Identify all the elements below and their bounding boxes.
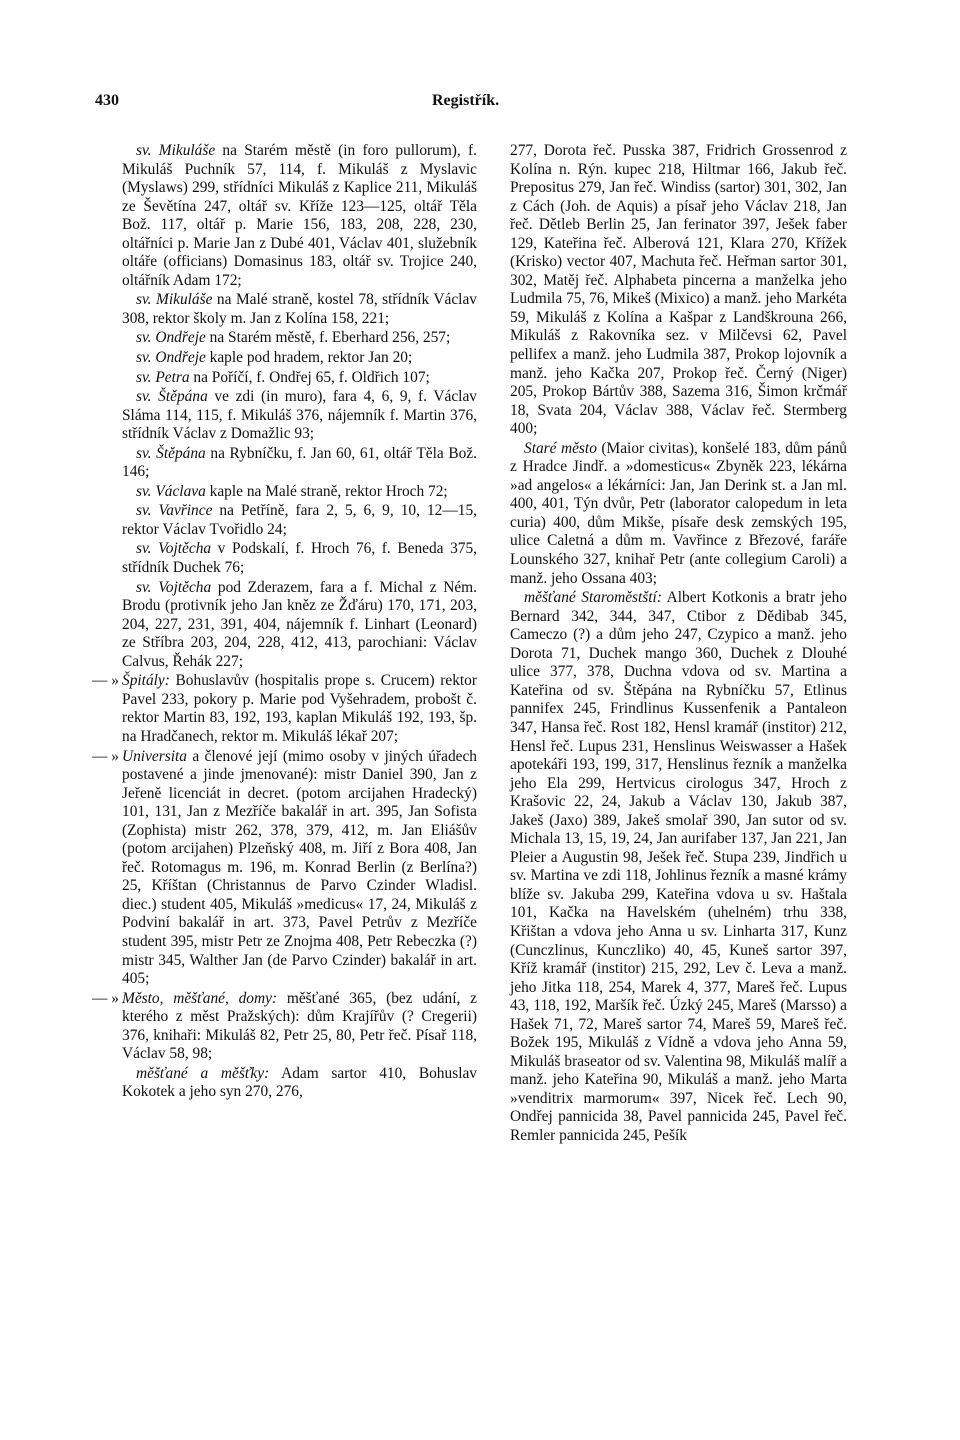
register-entry bbox=[92, 989, 477, 1064]
register-entry bbox=[122, 142, 477, 290]
running-head: Registřík. bbox=[432, 92, 500, 109]
register-entry bbox=[122, 1065, 477, 1102]
entry-term: sv. Ondřeje bbox=[136, 329, 206, 347]
entry-text: měšťané 365, (bez udání, z kterého z měst Pražských): dům Krajířův (? Cregerii) 376, knihaři: Mikuláš 82, Petr 25, 80, Petr řeč. Písař 118, Václav 58, 98; bbox=[122, 989, 477, 1063]
entry-text: na Petříně, fara 2, 5, 6, 9, 10, 12—15, rektor Václav Tvořidlo 24; bbox=[122, 502, 477, 538]
entry-term: sv. Štěpána bbox=[136, 388, 208, 406]
entry-text: na Rybníčku, f. Jan 60, 61, oltář Těla Bož. 146; bbox=[122, 444, 477, 481]
entry-text: na Poříčí, f. Ondřej 65, f. Oldřich 107; bbox=[189, 368, 430, 386]
entry-text: na Starém městě, f. Eberhard 256, 257; bbox=[205, 329, 451, 347]
entry-text: a členové její (mimo osoby v jiných úřadech postavené a jinde jmenované): mistr Daniel 390, Jan z Jeřeně licenciát in decret. (potom arcijahen Hradecký) 101, 131, Jan z Mezříče bakalář in art. 395, Jan Sofista (Zophista) mistr 262, 378, 379, 412, m. Jan Eliášův (potom arcijahen) Plzeňský 408, m. Jiří z Bora 408, Jan řeč. Rotomagus m. 196, m. Konrad Berlin (z Berlína?) 25, Kříštan (Christannus de Parvo Czinder Wladisl. diec.) student 405, Mikuláš »medicus« 17, 24, Mikuláš z Podviní bakalář in art. 373, Pavel Petrův z Mezříče student 395, mistr Petr ze Znojma 408, Petr Rebeczka (?) mistr 345, Walther Jan (de Parvo Czinder) bakalář in art. 405; bbox=[122, 747, 477, 988]
entry-term: sv. Vavřince bbox=[136, 502, 213, 520]
entry-text: na Malé straně, kostel 78, střídník Václav 308, rektor školy m. Jan z Kolína 158, 221; bbox=[122, 291, 477, 327]
entry-term: sv. Václava bbox=[136, 482, 206, 500]
entry-term: Staré město bbox=[524, 439, 597, 457]
entry-term: měšťané Staroměstští: bbox=[524, 589, 662, 607]
entry-term: sv. Štěpána bbox=[136, 444, 206, 462]
register-entry bbox=[510, 142, 847, 439]
entry-term: sv. Mikuláše bbox=[136, 291, 213, 309]
entry-text: na Starém městě (in foro pullorum), f. Mikuláš Puchník 57, 114, f. Mikuláš z Myslavic (Myslaws) 299, střídníci Mikuláš z Kaplice 211, Mikuláš ze Ševětína 247, oltář sv. Kříže 123—125, oltář Těla Bož. 117, oltář p. Marie 156, 183, 208, 228, 230, oltářníci p. Marie Jan z Dubé 401, Václav 401, služebník oltáře (officians) Domasinus 183, oltář sv. Trojice 240, oltářník Adam 172; bbox=[122, 142, 477, 289]
register-entry bbox=[92, 747, 477, 989]
entry-term: sv. Ondřeje bbox=[136, 349, 206, 367]
register-entry bbox=[122, 483, 477, 502]
entry-text: v Podskalí, f. Hroch 76, f. Beneda 375, střídník Duchek 76; bbox=[122, 540, 477, 577]
register-entry bbox=[510, 589, 847, 1145]
entry-term: měšťané a měšťky: bbox=[136, 1064, 270, 1082]
entry-term: sv. Vojtěcha bbox=[136, 540, 212, 558]
register-entry bbox=[122, 540, 477, 577]
entry-text: Bohuslavův (hospitalis prope s. Crucem) rektor Pavel 233, pokory p. Marie pod Vyšehradem, probošt č. rektor Martin 83, 192, 193, kaplan Mikuláš 192, 193, šp. na Hradčanech, rektor m. Mikuláš lékař 207; bbox=[122, 672, 477, 745]
entry-term: sv. Mikuláše bbox=[136, 142, 216, 159]
page-number: 430 bbox=[95, 92, 119, 109]
register-entry bbox=[122, 502, 477, 539]
entry-dash: — » bbox=[92, 672, 119, 690]
entry-text: pod Zderazem, fara a f. Michal z Ném. Brodu (protivník jeho Jan kněz ze Žďáru) 170, 171, 203, 204, 227, 231, 391, 404, nájemník f. Linhart (Leonard) ze Stříbra 203, 204, 228, 412, 413, parochiani: Václav Calvus, Řehák 227; bbox=[122, 578, 477, 670]
entry-term: Universita bbox=[122, 747, 187, 765]
left-column bbox=[92, 142, 477, 1103]
entry-text: 277, Dorota řeč. Pusska 387, Fridrich Grossenrod z Kolína n. Rýn. kupec 218, Hiltmar 166, Jakub řeč. Prepositus 279, Jan řeč. Windiss (sartor) 301, 302, Jan z Cách (Joh. de Aquis) a písař jeho Václav 218, Jan řeč. Dětleb Berlin 25, Jan ferinator 397, Ješek faber 129, Kateřina řeč. Alberová 121, Klara 270, Křížek (Krisko) vector 407, Machuta řeč. Heřman sartor 301, 302, Matěj řeč. Alphabeta pincerna a manželka jeho Ludmila 75, 76, Mikeš (Mixico) a manž. jeho Markéta 59, Mikuláš z Kolína a Kašpar z Landškrouna 266, Mikuláš z Rakovníka sez. v Milčevsi 62, Pavel pellifex a manž. jeho Ludmila 387, Prokop lojovník a manž. jeho Kačka 207, Prokop řeč. Černý (Niger) 205, Prokop Bártův 388, Sazema 316, Šimon krčmář 18, Svata 204, Václav 388, Václav řeč. Stermberg 400; bbox=[510, 142, 847, 438]
register-entry bbox=[510, 440, 847, 588]
register-entry bbox=[122, 291, 477, 328]
entry-term: sv. Vojtěcha bbox=[136, 578, 212, 596]
register-entry bbox=[122, 579, 477, 672]
register-entry bbox=[122, 445, 477, 482]
right-column bbox=[510, 142, 847, 1147]
entry-dash: — » bbox=[92, 747, 119, 765]
entry-term: Město, měšťané, domy: bbox=[122, 989, 278, 1007]
entry-dash: — » bbox=[92, 989, 119, 1007]
register-entry bbox=[122, 349, 477, 368]
register-entry bbox=[122, 369, 477, 388]
entry-text: (Maior civitas), konšelé 183, dům pánů z Hradce Jindř. a »domesticus« Zbyněk 223, lékárna »ad angelos« a lékárníci: Jan, Jan Derink st. a Jan ml. 400, 401, Týn dvůr, Petr (laborator calopedum in leta curia) 400, dům Mikše, písaře desk zemských 195, ulice Caletná a dům m. Vavřince z Březové, faráře Lounského 327, knihař Petr (ante collegium Caroli) a manž. jeho Ossana 403; bbox=[510, 439, 848, 587]
entry-term: Špitály: bbox=[122, 672, 170, 690]
register-entry bbox=[122, 388, 477, 444]
entry-term: sv. Petra bbox=[136, 368, 190, 386]
entry-text: ve zdi (in muro), fara 4, 6, 9, f. Václav Sláma 114, 115, f. Mikuláš 376, nájemník f. Martin 376, střídník Václav z Domažlic 93; bbox=[122, 388, 477, 443]
register-entry bbox=[122, 329, 477, 348]
entry-text: Adam sartor 410, Bohuslav Kokotek a jeho syn 270, 276, bbox=[122, 1064, 477, 1101]
entry-text: Albert Kotkonis a bratr jeho Bernard 342, 344, 347, Ctibor z Dědibab 345, Cameczo (?) a dům jeho 247, Czypico a manž. jeho Dorota 71, Duchek mango 360, Duchek z Dlouhé ulice 377, 378, Duchna vdova od sv. Martina a Kateřina od sv. Štěpána na Rybníčku 57, Etlinus pannifex 245, Frindlinus Kussenfenik a Pantaleon 347, Hansa řeč. Rost 182, Hensl kramář (institor) 212, Hensl řeč. Lupus 231, Henslinus Weiswasser a Hašek apotekáři 193, 199, 317, Henslinus řezník a manželka jeho Ela 299, Hertvicus cirologus 347, Hroch z Krašovic 22, 24, Jakub a Václav 130, Jakub 387, Jakeš (Jaxo) 389, Jakeš smolař 390, Jan sutor od sv. Michala 13, 15, 19, 24, Jan aurifaber 137, Jan 221, Jan Pleier a Augustin 98, Ješek řeč. Stupa 239, Jindřich u sv. Martina ve zdi 118, Johlinus řezník a masné krámy blíže sv. Jakuba 299, Kateřina vdova u sv. Haštala 101, Kačka na Havelském (uhelném) trhu 338, Křištan a vdova jeho Anna u sv. Linharta 317, Kunz (Cunczlinus, Kunczliko) 40, 45, Kuneš sartor 397, Kříž kramář (institor) 215, 292, Lev č. Leva a manž. jeho Jitka 118, 254, Marek 4, 377, Mareš řeč. Lupus 43, 118, 192, Maršík řeč. Úzký 245, Mareš (Marsso) a Hašek 71, 72, Mareš sartor 74, Mareš 59, Mareš řeč. Božek 195, Mikuláš z Vídně a vdova jeho Anna 59, Mikuláš braseator od sv. Valentina 98, Mikuláš malíř a manž. jeho Kateřina 90, Mikuláš a manž. jeho Marta »venditrix marmorum« 397, Nicek řeč. Lech 90, Ondřej pannicida 38, Pavel pannicida 245, Pavel řeč. Remler pannicida 245, Pešík bbox=[510, 589, 847, 1144]
register-entry bbox=[92, 672, 477, 746]
entry-text: kaple pod hradem, rektor Jan 20; bbox=[205, 349, 413, 367]
entry-text: kaple na Malé straně, rektor Hroch 72; bbox=[205, 482, 448, 500]
